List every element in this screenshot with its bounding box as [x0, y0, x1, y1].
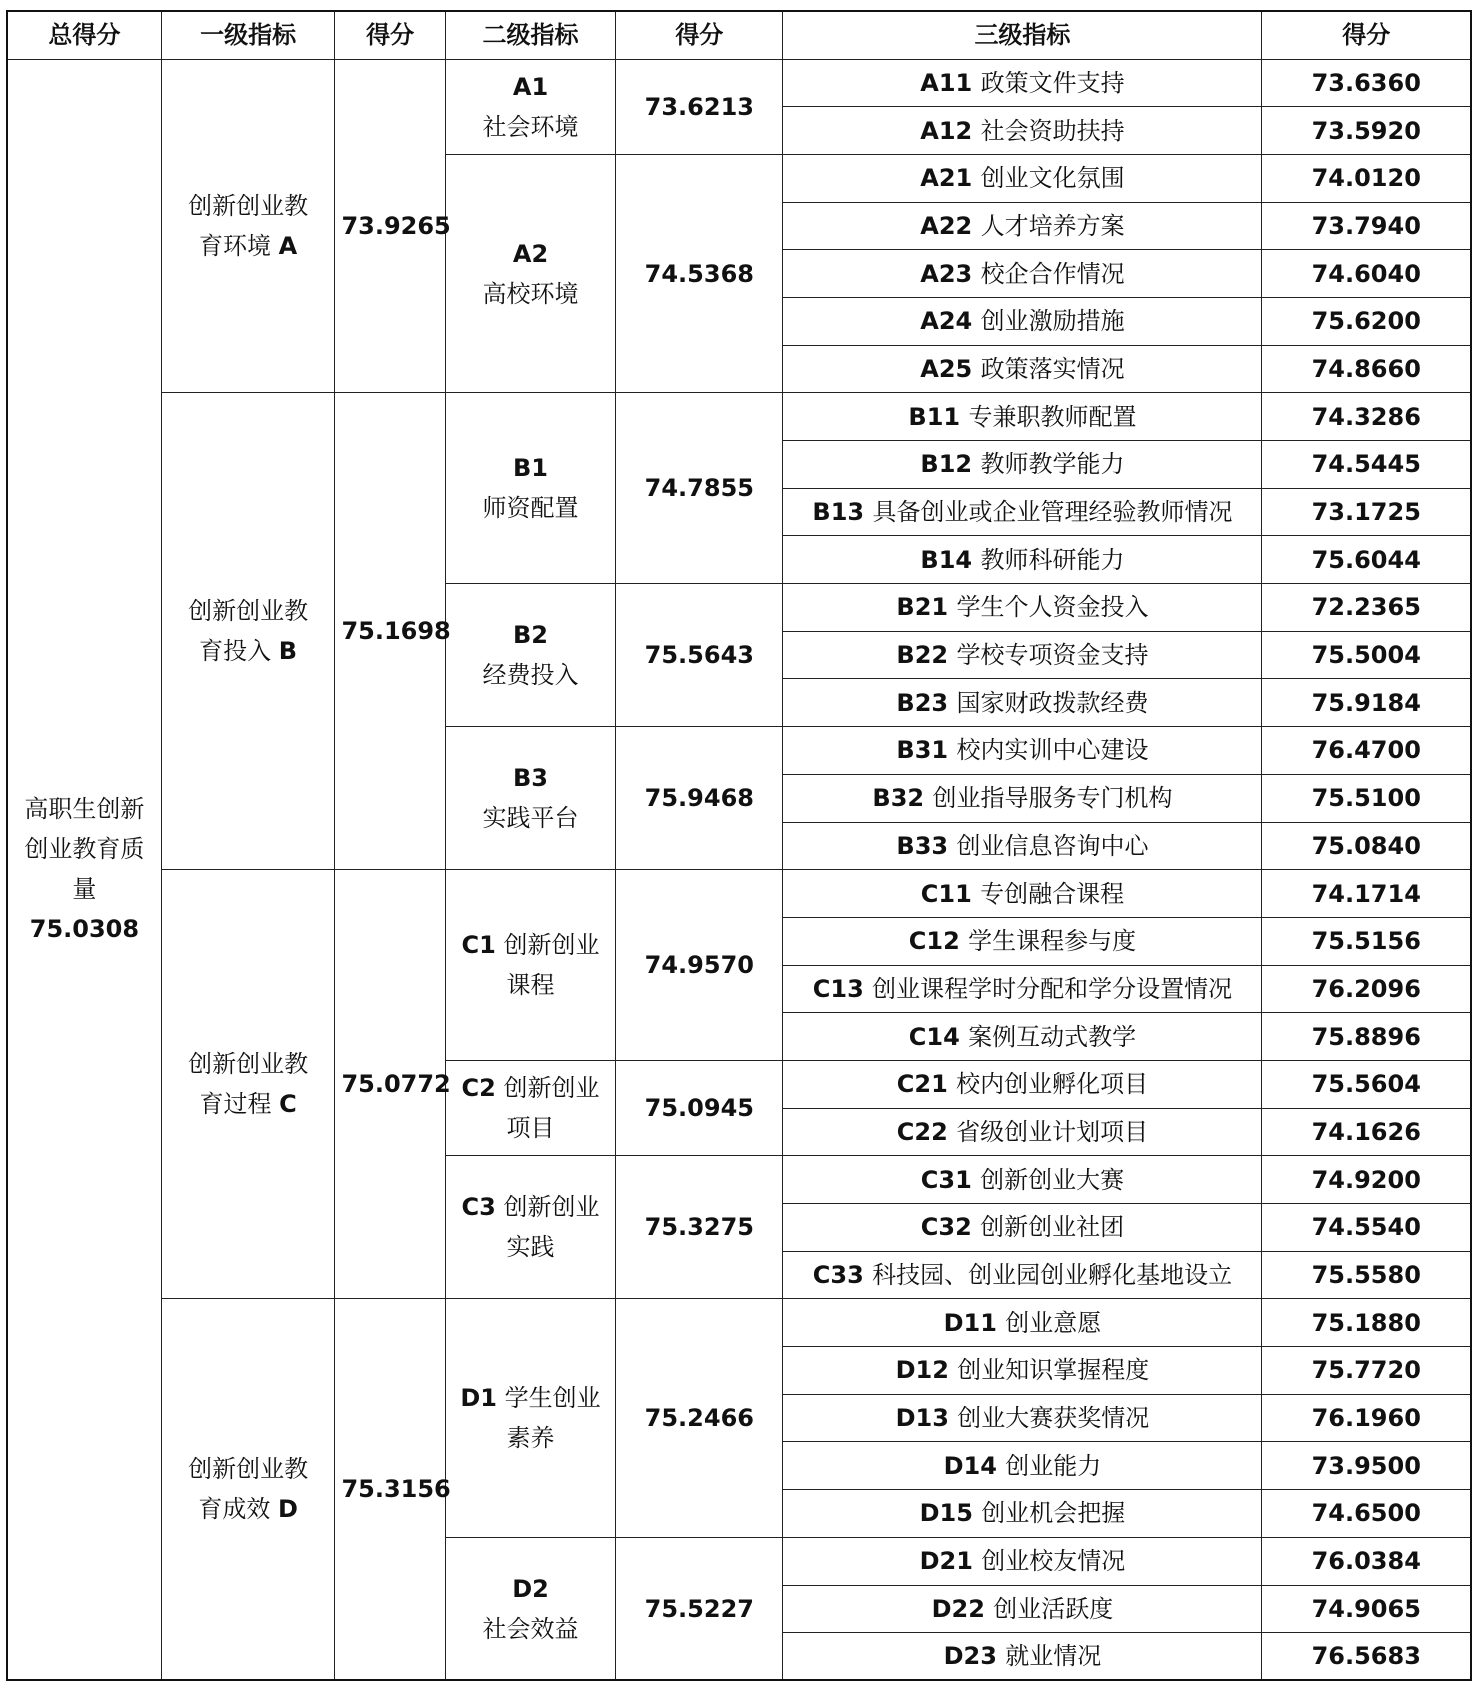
level2-score-cell: 75.2466 — [616, 1299, 783, 1537]
level2-code: B2 — [513, 621, 549, 650]
level3-name: 就业情况 — [1005, 1642, 1102, 1671]
level3-indicator-cell — [783, 297, 1262, 345]
level3-indicator-cell — [783, 1537, 1262, 1585]
level2-label-line1 — [452, 1569, 609, 1609]
level3-indicator-cell — [783, 1633, 1262, 1681]
level3-name: 教师科研能力 — [980, 545, 1125, 574]
level3-name: 创业能力 — [1005, 1451, 1102, 1480]
level2-label-line1 — [452, 234, 609, 274]
level3-score-cell: 74.3286 — [1262, 393, 1471, 441]
level3-code: A25 — [920, 354, 981, 383]
level2-indicator-cell — [445, 727, 615, 870]
level2-score-cell: 75.3275 — [616, 1156, 783, 1299]
level3-code: B13 — [812, 498, 873, 527]
level3-code: A23 — [920, 259, 981, 288]
total-label-line1: 高职生创新 — [24, 795, 145, 824]
level2-label-line2: 课程 — [506, 971, 555, 1000]
level3-score-cell: 74.0120 — [1262, 154, 1471, 202]
level3-indicator-cell — [783, 1394, 1262, 1442]
level3-code: A22 — [920, 211, 981, 240]
level3-score-cell: 75.5604 — [1262, 1060, 1471, 1108]
level3-indicator-cell — [783, 1156, 1262, 1204]
level2-label-line1 — [452, 67, 609, 107]
level2-label-line2: 素养 — [506, 1424, 555, 1453]
level3-score-cell: 76.2096 — [1262, 965, 1471, 1013]
level3-score-cell: 75.5100 — [1262, 774, 1471, 822]
level3-score-cell: 75.8896 — [1262, 1013, 1471, 1061]
level3-code: B11 — [908, 402, 969, 431]
level3-score-cell: 75.1880 — [1262, 1299, 1471, 1347]
level3-name: 政策落实情况 — [980, 354, 1125, 383]
level3-code: C12 — [908, 927, 969, 956]
level3-score-cell: 72.2365 — [1262, 584, 1471, 632]
level2-label-line2: 师资配置 — [482, 494, 579, 523]
level1-score-cell: 75.3156 — [335, 1299, 445, 1681]
header-row — [7, 11, 1471, 59]
level3-score-cell: 73.9500 — [1262, 1442, 1471, 1490]
level3-indicator-cell — [783, 1108, 1262, 1156]
level1-label-line2: 育环境 A — [199, 231, 298, 260]
level3-indicator-cell — [783, 107, 1262, 155]
level2-label-line2: 项目 — [506, 1114, 555, 1143]
level2-indicator-cell — [445, 584, 615, 727]
level3-code: D21 — [919, 1547, 982, 1576]
level3-indicator-cell — [783, 822, 1262, 870]
level3-indicator-cell — [783, 917, 1262, 965]
level3-name: 创新创业大赛 — [980, 1165, 1125, 1194]
level3-name: 校企合作情况 — [980, 259, 1125, 288]
level3-score-cell: 74.9065 — [1262, 1585, 1471, 1633]
table-body — [7, 59, 1471, 1680]
level2-indicator-cell — [445, 393, 615, 584]
level2-label-line1 — [452, 615, 609, 655]
level3-score-cell: 76.4700 — [1262, 727, 1471, 775]
header-level1-score: 得分 — [335, 11, 445, 59]
level3-score-cell: 73.7940 — [1262, 202, 1471, 250]
total-score-value: 75.0308 — [29, 915, 140, 944]
level3-indicator-cell — [783, 1060, 1262, 1108]
level2-label-line2: 实践 — [506, 1233, 555, 1262]
level3-indicator-cell — [783, 59, 1262, 107]
level3-indicator-cell — [783, 488, 1262, 536]
header-level2-score: 得分 — [616, 11, 783, 59]
level3-code: B21 — [896, 593, 957, 622]
level3-name: 创业指导服务专门机构 — [932, 784, 1173, 813]
level3-score-cell: 76.5683 — [1262, 1633, 1471, 1681]
level3-indicator-cell — [783, 1299, 1262, 1347]
level3-name: 专兼职教师配置 — [968, 402, 1137, 431]
level3-score-cell: 75.0840 — [1262, 822, 1471, 870]
level2-code: A2 — [512, 239, 549, 268]
level3-indicator-cell — [783, 965, 1262, 1013]
level3-name: 教师教学能力 — [980, 450, 1125, 479]
level3-name: 创业信息咨询中心 — [956, 831, 1149, 860]
level3-code: C13 — [812, 974, 873, 1003]
level2-label-line1 — [452, 448, 609, 488]
total-label-line2: 创业教育质 — [24, 835, 145, 864]
level2-code: B1 — [513, 454, 549, 483]
level3-name: 校内实训中心建设 — [956, 736, 1149, 765]
level3-code: D23 — [943, 1642, 1006, 1671]
level2-label-line2: 社会环境 — [482, 112, 579, 141]
level3-code: B31 — [896, 736, 957, 765]
level2-code: B3 — [513, 764, 549, 793]
level1-label-line1: 创新创业教 — [188, 1050, 309, 1079]
level3-name: 创业校友情况 — [981, 1547, 1126, 1576]
level2-score-cell: 75.0945 — [616, 1060, 783, 1155]
level2-label-line2: 社会效益 — [482, 1614, 579, 1643]
level3-name: 创业激励措施 — [980, 307, 1125, 336]
level1-label-line1: 创新创业教 — [188, 597, 309, 626]
level2-indicator-cell — [445, 154, 615, 392]
level3-score-cell: 74.5445 — [1262, 441, 1471, 489]
level2-score-cell: 75.5227 — [616, 1537, 783, 1680]
level3-name: 创业文化氛围 — [980, 164, 1125, 193]
level3-score-cell: 76.1960 — [1262, 1394, 1471, 1442]
level1-code: A — [278, 231, 298, 260]
level3-score-cell: 74.5540 — [1262, 1204, 1471, 1252]
level3-indicator-cell — [783, 1490, 1262, 1538]
level1-indicator-cell — [161, 870, 335, 1299]
table-row — [7, 1299, 1471, 1347]
level3-score-cell: 75.5004 — [1262, 631, 1471, 679]
level1-label-line2: 育投入 B — [199, 637, 298, 666]
level3-name: 创业机会把握 — [981, 1499, 1126, 1528]
level3-code: C33 — [812, 1261, 873, 1290]
score-table — [6, 10, 1472, 1681]
level2-score-cell: 75.5643 — [616, 584, 783, 727]
level2-code: C1 — [461, 931, 496, 960]
level3-code: B22 — [896, 641, 957, 670]
level1-score-cell: 75.1698 — [335, 393, 445, 870]
level2-label-line2: 高校环境 — [482, 279, 579, 308]
level3-code: D22 — [931, 1594, 994, 1623]
level3-name: 学生个人资金投入 — [956, 593, 1149, 622]
level3-code: A21 — [920, 164, 981, 193]
level3-code: B12 — [920, 450, 981, 479]
level3-score-cell: 73.6360 — [1262, 59, 1471, 107]
level3-name: 人才培养方案 — [980, 211, 1125, 240]
level1-code: C — [279, 1090, 297, 1119]
level1-code: D — [277, 1495, 298, 1524]
level1-label-line2: 育成效 D — [198, 1495, 298, 1524]
level3-name: 科技园、创业园创业孵化基地设立 — [872, 1261, 1233, 1290]
total-score-cell — [7, 59, 161, 1680]
level3-indicator-cell — [783, 631, 1262, 679]
level3-score-cell: 73.1725 — [1262, 488, 1471, 536]
level3-indicator-cell — [783, 441, 1262, 489]
level3-name: 省级创业计划项目 — [956, 1117, 1149, 1146]
level3-code: C32 — [920, 1213, 981, 1242]
header-level3-score: 得分 — [1262, 11, 1471, 59]
level3-name: 学校专项资金支持 — [956, 641, 1149, 670]
level3-indicator-cell — [783, 1013, 1262, 1061]
level3-indicator-cell — [783, 345, 1262, 393]
table-row — [7, 393, 1471, 441]
level3-name: 案例互动式教学 — [968, 1022, 1137, 1051]
header-level1-indicator: 一级指标 — [161, 11, 335, 59]
level3-score-cell: 74.9200 — [1262, 1156, 1471, 1204]
level3-code: A11 — [920, 68, 981, 97]
level3-code: D12 — [895, 1356, 958, 1385]
level3-name: 国家财政拨款经费 — [956, 688, 1149, 717]
level2-indicator-cell — [445, 1060, 615, 1155]
level3-code: C11 — [920, 879, 981, 908]
level3-indicator-cell — [783, 679, 1262, 727]
level3-code: D11 — [943, 1308, 1006, 1337]
level2-code: A1 — [512, 72, 549, 101]
level3-indicator-cell — [783, 202, 1262, 250]
level3-name: 社会资助扶持 — [980, 116, 1125, 145]
header-total-score: 总得分 — [7, 11, 161, 59]
level3-code: D13 — [895, 1404, 958, 1433]
level3-name: 具备创业或企业管理经验教师情况 — [872, 498, 1233, 527]
level3-name: 校内创业孵化项目 — [956, 1070, 1149, 1099]
level3-name: 创新创业社团 — [980, 1213, 1125, 1242]
level3-indicator-cell — [783, 1347, 1262, 1395]
level3-score-cell: 75.5580 — [1262, 1251, 1471, 1299]
level1-label-line2: 育过程 C — [199, 1090, 297, 1119]
level3-indicator-cell — [783, 1204, 1262, 1252]
level2-code: C2 — [461, 1074, 496, 1103]
level3-indicator-cell — [783, 393, 1262, 441]
header-level3-indicator: 三级指标 — [783, 11, 1262, 59]
level2-code: D1 — [460, 1384, 497, 1413]
level3-score-cell: 74.8660 — [1262, 345, 1471, 393]
level3-indicator-cell — [783, 870, 1262, 918]
level1-code: B — [278, 637, 298, 666]
level1-label-line1: 创新创业教 — [188, 1455, 309, 1484]
level2-score-cell: 73.6213 — [616, 59, 783, 154]
level2-label-line1: C1 创新创业 — [461, 931, 600, 960]
level3-name: 创业知识掌握程度 — [957, 1356, 1150, 1385]
level3-name: 专创融合课程 — [980, 879, 1125, 908]
level3-score-cell: 75.9184 — [1262, 679, 1471, 727]
level3-code: C31 — [920, 1165, 981, 1194]
level3-score-cell: 74.1626 — [1262, 1108, 1471, 1156]
level3-code: C21 — [896, 1070, 957, 1099]
level3-score-cell: 74.6500 — [1262, 1490, 1471, 1538]
level3-code: D15 — [919, 1499, 982, 1528]
level3-score-cell: 75.6044 — [1262, 536, 1471, 584]
level1-indicator-cell — [161, 1299, 335, 1681]
level1-indicator-cell — [161, 393, 335, 870]
level2-indicator-cell — [445, 870, 615, 1061]
level3-indicator-cell — [783, 774, 1262, 822]
level3-score-cell: 75.5156 — [1262, 917, 1471, 965]
level2-indicator-cell — [445, 1537, 615, 1680]
level2-indicator-cell — [445, 59, 615, 154]
level3-indicator-cell — [783, 727, 1262, 775]
level3-name: 创业活跃度 — [993, 1594, 1114, 1623]
level3-code: B14 — [920, 545, 981, 574]
level1-score-cell: 75.0772 — [335, 870, 445, 1299]
level3-score-cell: 75.7720 — [1262, 1347, 1471, 1395]
level2-indicator-cell — [445, 1299, 615, 1537]
level3-code: C14 — [908, 1022, 969, 1051]
level3-indicator-cell — [783, 250, 1262, 298]
level3-code: A24 — [920, 307, 981, 336]
level2-score-cell: 74.5368 — [616, 154, 783, 392]
level3-code: D14 — [943, 1451, 1006, 1480]
level2-indicator-cell — [445, 1156, 615, 1299]
level3-code: A12 — [920, 116, 981, 145]
level3-score-cell: 75.6200 — [1262, 297, 1471, 345]
level1-label-line1: 创新创业教 — [188, 191, 309, 220]
level3-indicator-cell — [783, 584, 1262, 632]
level3-name: 创业课程学时分配和学分设置情况 — [872, 974, 1233, 1003]
level3-score-cell: 76.0384 — [1262, 1537, 1471, 1585]
level1-indicator-cell — [161, 59, 335, 393]
level2-label-line2: 实践平台 — [482, 804, 579, 833]
level3-score-cell: 74.1714 — [1262, 870, 1471, 918]
level3-indicator-cell — [783, 1442, 1262, 1490]
header-level2-indicator: 二级指标 — [445, 11, 615, 59]
level1-score-cell: 73.9265 — [335, 59, 445, 393]
level3-code: B23 — [896, 688, 957, 717]
level2-label-line1: C3 创新创业 — [461, 1193, 600, 1222]
level3-name: 创业大赛获奖情况 — [957, 1404, 1150, 1433]
level2-score-cell: 75.9468 — [616, 727, 783, 870]
level2-label-line2: 经费投入 — [482, 661, 579, 690]
level2-score-cell: 74.9570 — [616, 870, 783, 1061]
table-row — [7, 59, 1471, 107]
total-label-line3: 量 75.0308 — [29, 875, 140, 944]
level3-score-cell: 73.5920 — [1262, 107, 1471, 155]
level2-code: D2 — [512, 1574, 549, 1603]
level3-code: B32 — [872, 784, 933, 813]
level2-label-line1: C2 创新创业 — [461, 1074, 600, 1103]
level3-indicator-cell — [783, 154, 1262, 202]
level3-code: B33 — [896, 831, 957, 860]
level3-name: 政策文件支持 — [980, 68, 1125, 97]
level3-indicator-cell — [783, 1251, 1262, 1299]
level2-code: C3 — [461, 1193, 496, 1222]
level3-indicator-cell — [783, 536, 1262, 584]
level2-label-line1 — [452, 758, 609, 798]
level3-name: 创业意愿 — [1005, 1308, 1102, 1337]
level2-label-line1: D1 学生创业 — [460, 1384, 601, 1413]
level2-score-cell: 74.7855 — [616, 393, 783, 584]
level3-score-cell: 74.6040 — [1262, 250, 1471, 298]
table-row — [7, 870, 1471, 918]
level3-indicator-cell — [783, 1585, 1262, 1633]
level3-code: C22 — [896, 1117, 957, 1146]
level3-name: 学生课程参与度 — [968, 927, 1137, 956]
